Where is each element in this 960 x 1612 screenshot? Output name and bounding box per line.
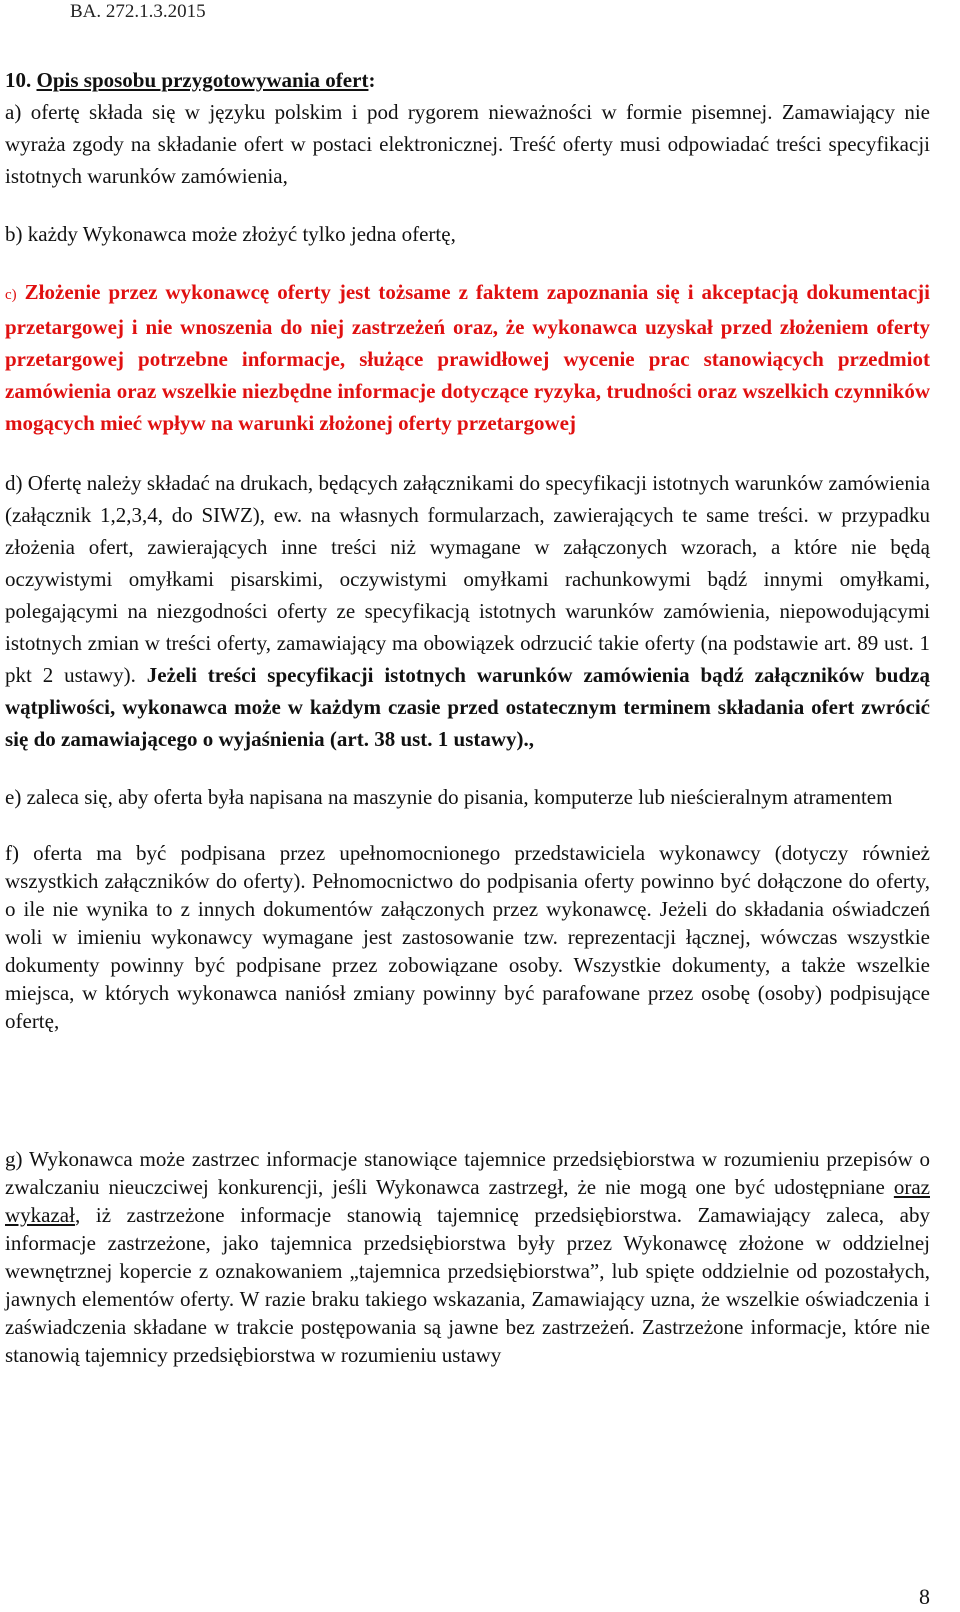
page-number: 8	[919, 1584, 930, 1609]
item-d-text: d) Ofertę należy składać na drukach, będących załącznikami do specyfikacji istotnych warunków zamówienia (załącznik 1,2,3,4, do SIWZ), ew. na własnych formularzach, zawierających te same treści. w przypadku złożenia ofert, zawierających inne treści niż wymagane w załączonych wzorach, a które nie będą oczywistymi omyłkami pisarskimi, oczywistymi omyłkami rachunkowymi bądź innymi omyłkami, polegającymi na niezgodności oferty ze specyfikacją istotnych warunków zamówienia, niepowodującymi istotnych zmian w treści oferty, zamawiający ma obowiązek odrzucić takie oferty (na podstawie art. 89 ust. 1 pkt 2 ustawy).	[5, 471, 930, 687]
item-c-label: c)	[5, 287, 17, 303]
section-colon: :	[368, 68, 376, 92]
item-f: f) oferta ma być podpisana przez upełnomocnionego przedstawiciela wykonawcy (dotyczy również wszystkich załączników do oferty). Pełnomocnictwo do podpisania oferty powinno być dołączone do oferty, o ile nie wynika to z innych dokumentów załączonych przez wykonawcę. Jeżeli do składania oświadczeń woli w imieniu wykonawcy wymagane jest zastosowanie tzw. reprezentacji łącznej, wówczas wszystkie dokumenty powinny być podpisane przez zobowiązane osoby. Wszystkie dokumenty, a także wszelkie miejsca, w których wykonawca naniósł zmiany powinny być parafowane przez osobę (osoby) podpisujące ofertę,	[5, 841, 930, 1033]
item-d-bold-note: Jeżeli treści specyfikacji istotnych warunków zamówienia bądź załączników budzą wątpliwości, wykonawca może w każdym czasie przed ostatecznym terminem składania ofert zwrócić się do zamawiającego o wyjaśnienia (art. 38 ust. 1 ustawy).,	[5, 663, 930, 751]
item-c	[5, 276, 930, 439]
item-g-text-end: , iż zastrzeżone informacje stanowią tajemnicę przedsiębiorstwa. Zamawiający zaleca, aby informacje zastrzeżone, jako tajemnica przedsiębiorstwa były przez Wykonawcę złożone w oddzielnej wewnętrznej kopercie z oznakowaniem „tajemnica przedsiębiorstwa”, lub spięte oddzielnie od pozostałych, jawnych elementów oferty. W razie braku takiego wskazania, Zamawiający uzna, że wszelkie oświadczenia i zaświadczenia składane w trakcie postępowania są jawne bez zastrzeżeń. Zastrzeżone informacje, które nie stanowią tajemnicy przedsiębiorstwa w rozumieniu ustawy	[5, 1203, 930, 1367]
item-g	[5, 1145, 930, 1369]
section-number: 10.	[5, 68, 32, 92]
item-g-underlined: oraz wykazał	[5, 1175, 930, 1227]
item-c-text: Złożenie przez wykonawcę oferty jest tożsame z faktem zapoznania się i akceptacją dokumentacji przetargowej i nie wnoszenia do niej zastrzeżeń oraz, że wykonawca uzyskał przed złożeniem oferty przetargowej potrzebne informacje, służące prawidłowej wycenie prac stanowiących przedmiot zamówienia oraz wszelkie niezbędne informacje dotyczące ryzyka, trudności oraz wszelkich czynników mogących mieć wpływ na warunki złożonej oferty przetargowej	[5, 280, 931, 435]
item-d	[5, 467, 930, 755]
item-g-text-start: g) Wykonawca może zastrzec informacje stanowiące tajemnice przedsiębiorstwa w rozumieniu przepisów o zwalczaniu nieuczciwej konkurencji, jeśli Wykonawca zastrzegł, że nie mogą one być udostępniane	[5, 1147, 930, 1199]
document-reference: BA. 272.1.3.2015	[70, 1, 206, 22]
item-b: b) każdy Wykonawca może złożyć tylko jedna ofertę,	[5, 222, 456, 246]
section-title: Opis sposobu przygotowywania ofert	[36, 68, 369, 92]
item-e: e) zaleca się, aby oferta była napisana na maszynie do pisania, komputerze lub nieścieralnym atramentem	[5, 785, 893, 809]
section-heading	[5, 64, 930, 96]
document-body	[5, 64, 930, 1369]
item-a: a) ofertę składa się w języku polskim i pod rygorem nieważności w formie pisemnej. Zamawiający nie wyraża zgody na składanie ofert w postaci elektronicznej. Treść oferty musi odpowiadać treści specyfikacji istotnych warunków zamówienia,	[5, 100, 930, 188]
